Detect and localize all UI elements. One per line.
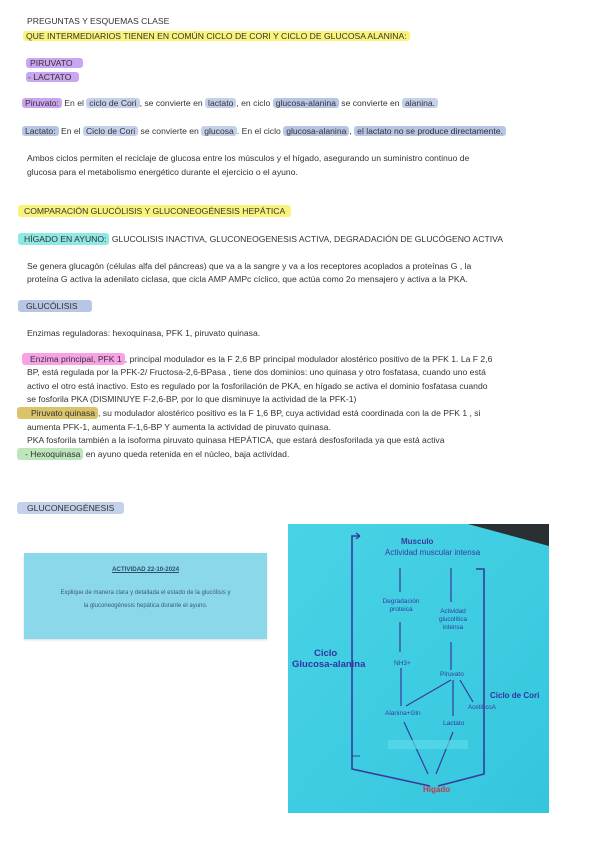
pk-label: Piruvato quinasa [17, 407, 98, 419]
piruvato-term: Piruvato: [22, 98, 62, 108]
glucose-highlight: glucosa [201, 126, 237, 136]
text: en ayuno queda retenida en el núcleo, baja actividad. [83, 449, 290, 459]
diagram-liver: Hígado [423, 785, 451, 794]
activity-line-1: Explique de manera clara y detallada el estado de la glucólisis y [60, 590, 231, 596]
lactate-note-highlight: el lactato no se produce directamente. [354, 126, 506, 136]
diagram-cycle-ga-2: Glucosa-alanina [292, 659, 366, 670]
fasting-text: GLUCOLISIS INACTIVA, GLUCONEOGENESIS ACTIVA, DEGRADACIÓN DE GLUCÓGENO ACTIVA [109, 234, 503, 244]
text: . En el ciclo [236, 126, 284, 136]
lactate-highlight: lactato [205, 98, 236, 108]
diagram-pyruvate: Piruvato [440, 671, 464, 678]
activity-line-2: la gluconeogénesis hepática durante el ayuno. [83, 603, 208, 609]
text: En el [61, 98, 87, 108]
text: , su modulador alostérico positivo es la F 1,6 BP, cuya actividad está coordinada con la de PFK 1 , si [98, 408, 481, 418]
hk-label: - Hexoquinasa [17, 448, 83, 460]
comparison-heading-text: COMPARACIÓN GLUCÓLISIS Y GLUCONEOGÉNESIS HEPÁTICA [18, 205, 291, 217]
summary-line-1: Ambos ciclos permiten el reciclaje de glucosa entre los músculos y el hígado, asegurando un suministro continuo de [27, 153, 470, 163]
fasting-label: HÍGADO EN AYUNO: [18, 233, 109, 245]
pyruvate-highlight: PIRUVATO [26, 58, 83, 68]
pfk-line-4: se fosforila PKA (DISMINUYE F-2,6-BP, por lo que disminuye la actividad de la PFK-1) [27, 394, 357, 404]
text: , principal modulador es la F 2,6 BP principal modulador alostérico positivo de la PFK 1. La F 2,6 [124, 354, 493, 364]
text: , en ciclo [236, 98, 273, 108]
hk-line [17, 448, 289, 461]
summary-line-2: glucosa para el metabolismo energético durante el ejercicio o el ayuno. [27, 167, 298, 177]
gluconeogenesis-heading [17, 502, 124, 515]
cori-highlight: Ciclo de Cori [83, 126, 138, 136]
diagram-activity: Actividad muscular intensa [385, 548, 481, 557]
pfk-line-2: BP, está regulada por la PFK-2/ Fructosa-2,6-BPasa , tiene dos dominios: uno quinasa y otro fosfatasa, cuando uno está [27, 367, 486, 377]
text: se convierte en [138, 126, 202, 136]
diagram-alanine: Alanina+Gln [385, 710, 421, 717]
pyruvate-item [26, 57, 83, 70]
alanine-highlight: alanina. [402, 98, 438, 108]
pk-line-2: aumenta PFK-1, aumenta F-1,6-BP Y aumenta la actividad de piruvato quinasa. [27, 422, 331, 432]
gluconeogenesis-heading-text: GLUCONEOGÉNESIS [17, 502, 124, 514]
glare [388, 740, 468, 749]
ga-highlight: glucosa-alanina [283, 126, 349, 136]
pfk-line-3: activo el otro está inactivo. Esto es regulado por la fosforilación de PKA, en hígado se activa el dominio fosfatasa cuando [27, 381, 488, 391]
lactato-line [22, 125, 506, 138]
glucagon-line-2: proteína G activa la adenilato ciclasa, que cicla AMP AMPc cíclico, que actúa como 2o mensajero y activa a la PKA. [27, 274, 468, 284]
diagram-lactate: Lactato [443, 720, 465, 727]
diagram-cycle-ga-1: Ciclo [314, 648, 338, 659]
text: , [349, 126, 355, 136]
glucagon-line-1: Se genera glucagón (células alfa del páncreas) que va a la sangre y va a los receptores acoplados a proteínas G , la [27, 261, 472, 271]
cori-highlight: ciclo de Cori [86, 98, 139, 108]
activity-title: ACTIVIDAD 22-10-2024 [111, 566, 180, 573]
text: se convierte en [338, 98, 402, 108]
enzymes-line: Enzimas reguladoras: hexoquinasa, PFK 1, piruvato quinasa. [27, 328, 261, 338]
text: , se convierte en [139, 98, 206, 108]
question-highlight: QUE INTERMEDIARIOS TIENEN EN COMÚN CICLO DE CORI Y CICLO DE GLUCOSA ALANINA: [23, 31, 410, 41]
page-title: PREGUNTAS Y ESQUEMAS CLASE [27, 16, 170, 26]
fasting-line [18, 233, 503, 246]
diagram-degradation: Degradación proteica [382, 598, 420, 613]
diagram-muscle: Musculo [401, 537, 434, 546]
lactate-highlight: - LACTATO [26, 72, 79, 82]
glycolysis-heading-text: GLUCÓLISIS [18, 300, 92, 312]
lactato-term: Lactato: [22, 126, 59, 136]
pfk-line-1 [22, 353, 492, 366]
question-line [23, 30, 410, 43]
piruvato-line [22, 97, 438, 110]
lactate-item [26, 71, 79, 84]
diagram-cori: Ciclo de Cori [490, 691, 540, 700]
text: En el [58, 126, 83, 136]
diagram-nh3: NH3+ [394, 660, 411, 667]
glycolysis-heading [18, 300, 92, 313]
ga-highlight: glucosa-alanina [273, 98, 339, 108]
diagram-glycolytic: Actividad glucolítica intensa [438, 608, 467, 631]
pk-line-1 [17, 407, 481, 420]
pfk-label: Enzima principal, PFK 1 [22, 353, 125, 365]
pk-line-3: PKA fosforila también a la isoforma piruvato quinasa HEPÁTICA, que estará desfosforilada ya que está activa [27, 435, 445, 445]
activity-card [24, 553, 267, 639]
diagram-acetyl: Acetil-coA [468, 704, 496, 711]
comparison-heading [18, 205, 291, 218]
diagram-photo [288, 524, 549, 813]
